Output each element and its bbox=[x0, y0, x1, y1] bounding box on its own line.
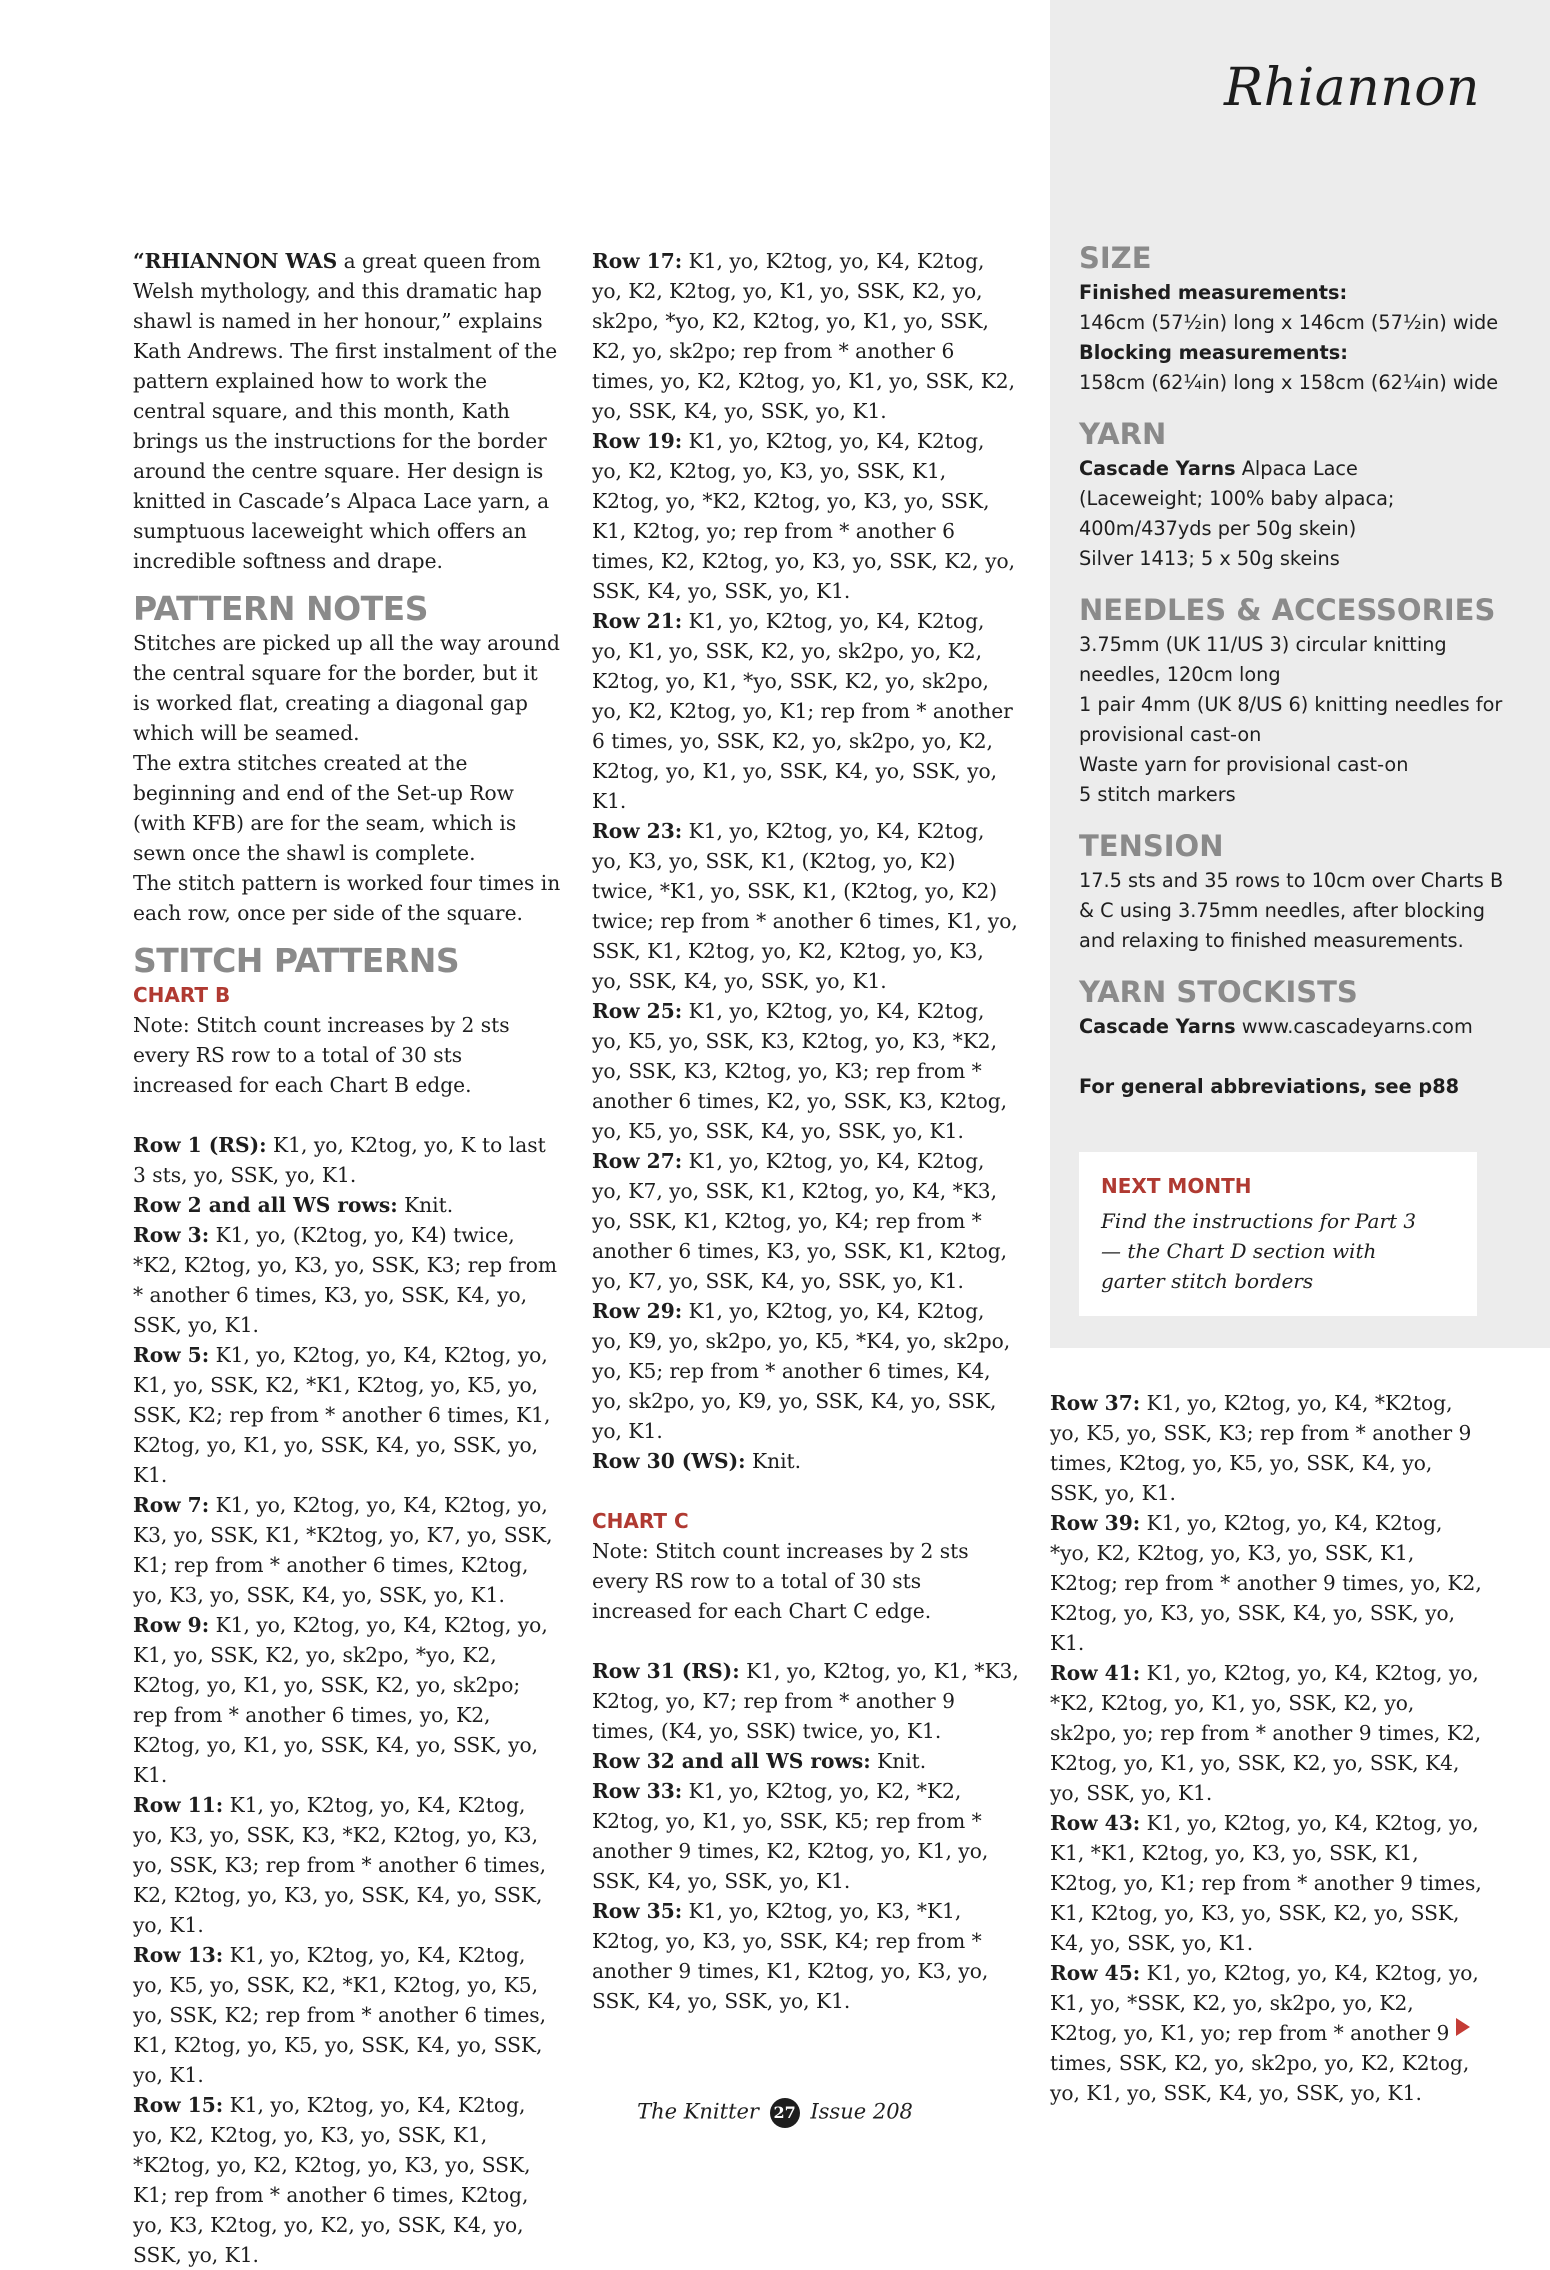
abbreviations-note: For general abbreviations, see p88 bbox=[1079, 1075, 1460, 1098]
column-2 bbox=[592, 246, 1020, 2016]
yarn-line: (Laceweight; 100% baby alpaca; bbox=[1079, 487, 1395, 510]
pattern-row: Row 9: K1, yo, K2tog, yo, K4, K2tog, yo, K1, yo, SSK, K2, yo, sk2po, *yo, K2, K2tog, yo, K1, yo, SSK, K2, yo, sk2po; rep from * another 6 times, yo, K2, K2tog, yo, K1, yo, SSK, K4, yo, SSK, yo, K1. bbox=[133, 1613, 548, 1787]
intro-paragraph bbox=[133, 246, 561, 576]
pattern-row: Row 23: K1, yo, K2tog, yo, K4, K2tog, yo, K3, yo, SSK, K1, (K2tog, yo, K2) twice, *K1, yo, SSK, K1, (K2tog, yo, K2) twice; rep from * another 6 times, K1, yo, SSK, K1, K2tog, yo, K2, K2tog, yo, K3, yo, SSK, K4, yo, SSK, yo, K1. bbox=[592, 819, 1018, 993]
pattern-row: Row 37: K1, yo, K2tog, yo, K4, *K2tog, yo, K5, yo, SSK, K3; rep from * another 9 times, K2tog, yo, K5, yo, SSK, K4, yo, SSK, yo, K1. bbox=[1050, 1391, 1472, 1505]
continue-arrow-icon bbox=[1456, 2018, 1470, 2036]
pattern-row: Row 11: K1, yo, K2tog, yo, K4, K2tog, yo, K3, yo, SSK, K3, *K2, K2tog, yo, K3, yo, SSK, K3; rep from * another 6 times, K2, K2tog, yo, K3, yo, SSK, K4, yo, SSK, yo, K1. bbox=[133, 1793, 547, 1937]
next-month-text: Find the instructions for Part 3 — the Chart D section with garter stitch borders bbox=[1101, 1209, 1417, 1293]
finished-value: 146cm (57½in) long x 146cm (57½in) wide bbox=[1079, 311, 1499, 334]
next-month-title: NEXT MONTH bbox=[1101, 1174, 1252, 1198]
page-title: Rhiannon bbox=[1223, 58, 1480, 118]
stitch-patterns-heading: STITCH PATTERNS bbox=[133, 941, 460, 980]
pattern-row: Row 2 and all WS rows: Knit. bbox=[133, 1193, 454, 1217]
needles-item: 1 pair 4mm (UK 8/US 6) knitting needles for provisional cast-on bbox=[1079, 693, 1503, 746]
column-4 bbox=[1050, 1388, 1485, 2108]
needles-item: Waste yarn for provisional cast-on bbox=[1079, 753, 1409, 776]
pattern-row: Row 17: K1, yo, K2tog, yo, K4, K2tog, yo, K2, K2tog, yo, K1, yo, SSK, K2, yo, sk2po, *yo, K2, K2tog, yo, K1, yo, SSK, K2, yo, sk2po; rep from * another 6 times, yo, K2, K2tog, yo, K1, yo, SSK, K2, yo, SSK, K4, yo, SSK, yo, K1. bbox=[592, 249, 1016, 423]
pattern-row: Row 39: K1, yo, K2tog, yo, K4, K2tog, *yo, K2, K2tog, yo, K3, yo, SSK, K1, K2tog; rep from * another 9 times, yo, K2, K2tog, yo, K3, yo, SSK, K4, yo, SSK, yo, K1. bbox=[1050, 1511, 1482, 1655]
pattern-row: Row 33: K1, yo, K2tog, yo, K2, *K2, K2tog, yo, K1, yo, SSK, K5; rep from * another 9 times, K2, K2tog, yo, K1, yo, SSK, K4, yo, SSK, yo, K1. bbox=[592, 1779, 989, 1893]
column-1 bbox=[133, 246, 561, 2270]
pattern-row: Row 21: K1, yo, K2tog, yo, K4, K2tog, yo, K1, yo, SSK, K2, yo, sk2po, yo, K2, K2tog, yo, K1, *yo, SSK, K2, yo, sk2po, yo, K2, K2tog, yo, K1; rep from * another 6 times, yo, SSK, K2, yo, sk2po, yo, K2, K2tog, yo, K1, yo, SSK, K4, yo, SSK, yo, K1. bbox=[592, 609, 1013, 813]
needles-heading: NEEDLES & ACCESSORIES bbox=[1079, 593, 1496, 627]
yarn-line: 400m/437yds per 50g skein) bbox=[1079, 517, 1357, 540]
needles-item: 3.75mm (UK 11/US 3) circular knitting needles, 120cm long bbox=[1079, 633, 1447, 686]
stockists-line: Cascade Yarns www.cascadeyarns.com bbox=[1079, 1015, 1473, 1038]
intro-text: a great queen from Welsh mythology, and this dramatic hap shawl is named in her honour,” explains Kath Andrews. The first instalment of the pattern explained how to work the central square, and this month, Kath brings us the instructions for the border around the centre square. Her design is knitted in Cascade’s Alpaca Lace yarn, a sumptuous laceweight which offers an incredible softness and drape. bbox=[133, 249, 558, 573]
pattern-row: Row 31 (RS): K1, yo, K2tog, yo, K1, *K3, K2tog, yo, K7; rep from * another 9 times, (K4, yo, SSK) twice, yo, K1. bbox=[592, 1659, 1019, 1743]
blocking-label: Blocking measurements: bbox=[1079, 341, 1348, 364]
tension-heading: TENSION bbox=[1079, 829, 1224, 863]
magazine-name: The Knitter bbox=[637, 2099, 759, 2124]
pattern-row: Row 43: K1, yo, K2tog, yo, K4, K2tog, yo, K1, *K1, K2tog, yo, K3, yo, SSK, K1, K2tog, yo, K1; rep from * another 9 times, K1, K2tog, yo, K3, yo, SSK, K2, yo, SSK, K4, yo, SSK, yo, K1. bbox=[1050, 1811, 1482, 1955]
pattern-row: Row 1 (RS): K1, yo, K2tog, yo, K to last 3 sts, yo, SSK, yo, K1. bbox=[133, 1133, 546, 1187]
chart-b-heading: CHART B bbox=[133, 983, 231, 1007]
chart-c-note: Note: Stitch count increases by 2 sts every RS row to a total of 30 sts increased for each Chart C edge. bbox=[592, 1539, 969, 1623]
chart-b-note: Note: Stitch count increases by 2 sts every RS row to a total of 30 sts increased for each Chart B edge. bbox=[133, 1013, 510, 1097]
stockists-link[interactable]: www.cascadeyarns.com bbox=[1235, 1015, 1473, 1038]
sidebar-info bbox=[1079, 238, 1509, 1102]
pattern-row: Row 15: K1, yo, K2tog, yo, K4, K2tog, yo, K2, K2tog, yo, K3, yo, SSK, K1, *K2tog, yo, K2, K2tog, yo, K3, yo, SSK, K1; rep from * another 6 times, K2tog, yo, K3, K2tog, yo, K2, yo, SSK, K4, yo, SSK, yo, K1. bbox=[133, 2093, 531, 2267]
yarn-line: Cascade Yarns Alpaca Lace bbox=[1079, 457, 1358, 480]
pattern-row: Row 13: K1, yo, K2tog, yo, K4, K2tog, yo, K5, yo, SSK, K2, *K1, K2tog, yo, K5, yo, SSK, K2; rep from * another 6 times, K1, K2tog, yo, K5, yo, SSK, K4, yo, SSK, yo, K1. bbox=[133, 1943, 547, 2087]
pattern-row: Row 5: K1, yo, K2tog, yo, K4, K2tog, yo, K1, yo, SSK, K2, *K1, K2tog, yo, K5, yo, SSK, K2; rep from * another 6 times, K1, K2tog, yo, K1, yo, SSK, K4, yo, SSK, yo, K1. bbox=[133, 1343, 551, 1487]
issue-number: Issue 208 bbox=[810, 2099, 913, 2124]
stockists-heading: YARN STOCKISTS bbox=[1079, 975, 1358, 1009]
pattern-note: Stitches are picked up all the way around the central square for the border, but it is worked flat, creating a diagonal gap which will be seamed. bbox=[133, 631, 560, 745]
needles-item: 5 stitch markers bbox=[1079, 783, 1236, 806]
pattern-note: The stitch pattern is worked four times in each row, once per side of the square. bbox=[133, 871, 561, 925]
pattern-notes-heading: PATTERN NOTES bbox=[133, 589, 428, 628]
intro-lead: “RHIANNON WAS bbox=[133, 249, 338, 273]
finished-label: Finished measurements: bbox=[1079, 281, 1348, 304]
yarn-line: Silver 1413; 5 x 50g skeins bbox=[1079, 547, 1340, 570]
pattern-row: Row 3: K1, yo, (K2tog, yo, K4) twice, *K2, K2tog, yo, K3, yo, SSK, K3; rep from * another 6 times, K3, yo, SSK, K4, yo, SSK, yo, K1. bbox=[133, 1223, 558, 1337]
pattern-row: Row 29: K1, yo, K2tog, yo, K4, K2tog, yo, K9, yo, sk2po, yo, K5, *K4, yo, sk2po, yo, K5; rep from * another 6 times, K4, yo, sk2po, yo, K9, yo, SSK, K4, yo, SSK, yo, K1. bbox=[592, 1299, 1011, 1443]
chart-c-heading: CHART C bbox=[592, 1509, 689, 1533]
yarn-heading: YARN bbox=[1079, 417, 1167, 451]
next-month-box bbox=[1079, 1152, 1477, 1316]
size-heading: SIZE bbox=[1079, 241, 1152, 275]
pattern-row: Row 45: K1, yo, K2tog, yo, K4, K2tog, yo, K1, yo, *SSK, K2, yo, sk2po, yo, K2, K2tog, yo, K1, yo; rep from * another 9 times, SSK, K2, yo, sk2po, yo, K2, K2tog, yo, K1, yo, SSK, K4, yo, SSK, yo, K1. bbox=[1050, 1961, 1479, 2105]
pattern-row: Row 19: K1, yo, K2tog, yo, K4, K2tog, yo, K2, K2tog, yo, K3, yo, SSK, K1, K2tog, yo, *K2, K2tog, yo, K3, yo, SSK, K1, K2tog, yo; rep from * another 6 times, K2, K2tog, yo, K3, yo, SSK, K2, yo, SSK, K4, yo, SSK, yo, K1. bbox=[592, 429, 1016, 603]
pattern-row: Row 30 (WS): Knit. bbox=[592, 1449, 802, 1473]
page-number: 27 bbox=[770, 2098, 800, 2128]
pattern-row: Row 7: K1, yo, K2tog, yo, K4, K2tog, yo, K3, yo, SSK, K1, *K2tog, yo, K7, yo, SSK, K1; rep from * another 6 times, K2tog, yo, K3, yo, SSK, K4, yo, SSK, yo, K1. bbox=[133, 1493, 553, 1607]
pattern-row: Row 25: K1, yo, K2tog, yo, K4, K2tog, yo, K5, yo, SSK, K3, K2tog, yo, K3, *K2, yo, SSK, K3, K2tog, yo, K3; rep from * another 6 times, K2, yo, SSK, K3, K2tog, yo, K5, yo, SSK, K4, yo, SSK, yo, K1. bbox=[592, 999, 1008, 1143]
blocking-value: 158cm (62¼in) long x 158cm (62¼in) wide bbox=[1079, 371, 1499, 394]
pattern-row: Row 41: K1, yo, K2tog, yo, K4, K2tog, yo, *K2, K2tog, yo, K1, yo, SSK, K2, yo, sk2po, yo; rep from * another 9 times, K2, K2tog, yo, K1, yo, SSK, K2, yo, SSK, K4, yo, SSK, yo, K1. bbox=[1050, 1661, 1482, 1805]
tension-text: 17.5 sts and 35 rows to 10cm over Charts B & C using 3.75mm needles, after blocking and relaxing to finished measurements. bbox=[1079, 869, 1504, 952]
pattern-row: Row 27: K1, yo, K2tog, yo, K4, K2tog, yo, K7, yo, SSK, K1, K2tog, yo, K4, *K3, yo, SSK, K1, K2tog, yo, K4; rep from * another 6 times, K3, yo, SSK, K1, K2tog, yo, K7, yo, SSK, K4, yo, SSK, yo, K1. bbox=[592, 1149, 1008, 1293]
pattern-note: The extra stitches created at the beginning and end of the Set-up Row (with KFB) are for the seam, which is sewn once the shawl is complete. bbox=[133, 751, 517, 865]
page-footer bbox=[0, 2098, 1550, 2128]
pattern-row: Row 35: K1, yo, K2tog, yo, K3, *K1, K2tog, yo, K3, yo, SSK, K4; rep from * another 9 times, K1, K2tog, yo, K3, yo, SSK, K4, yo, SSK, yo, K1. bbox=[592, 1899, 989, 2013]
pattern-row: Row 32 and all WS rows: Knit. bbox=[592, 1749, 927, 1773]
